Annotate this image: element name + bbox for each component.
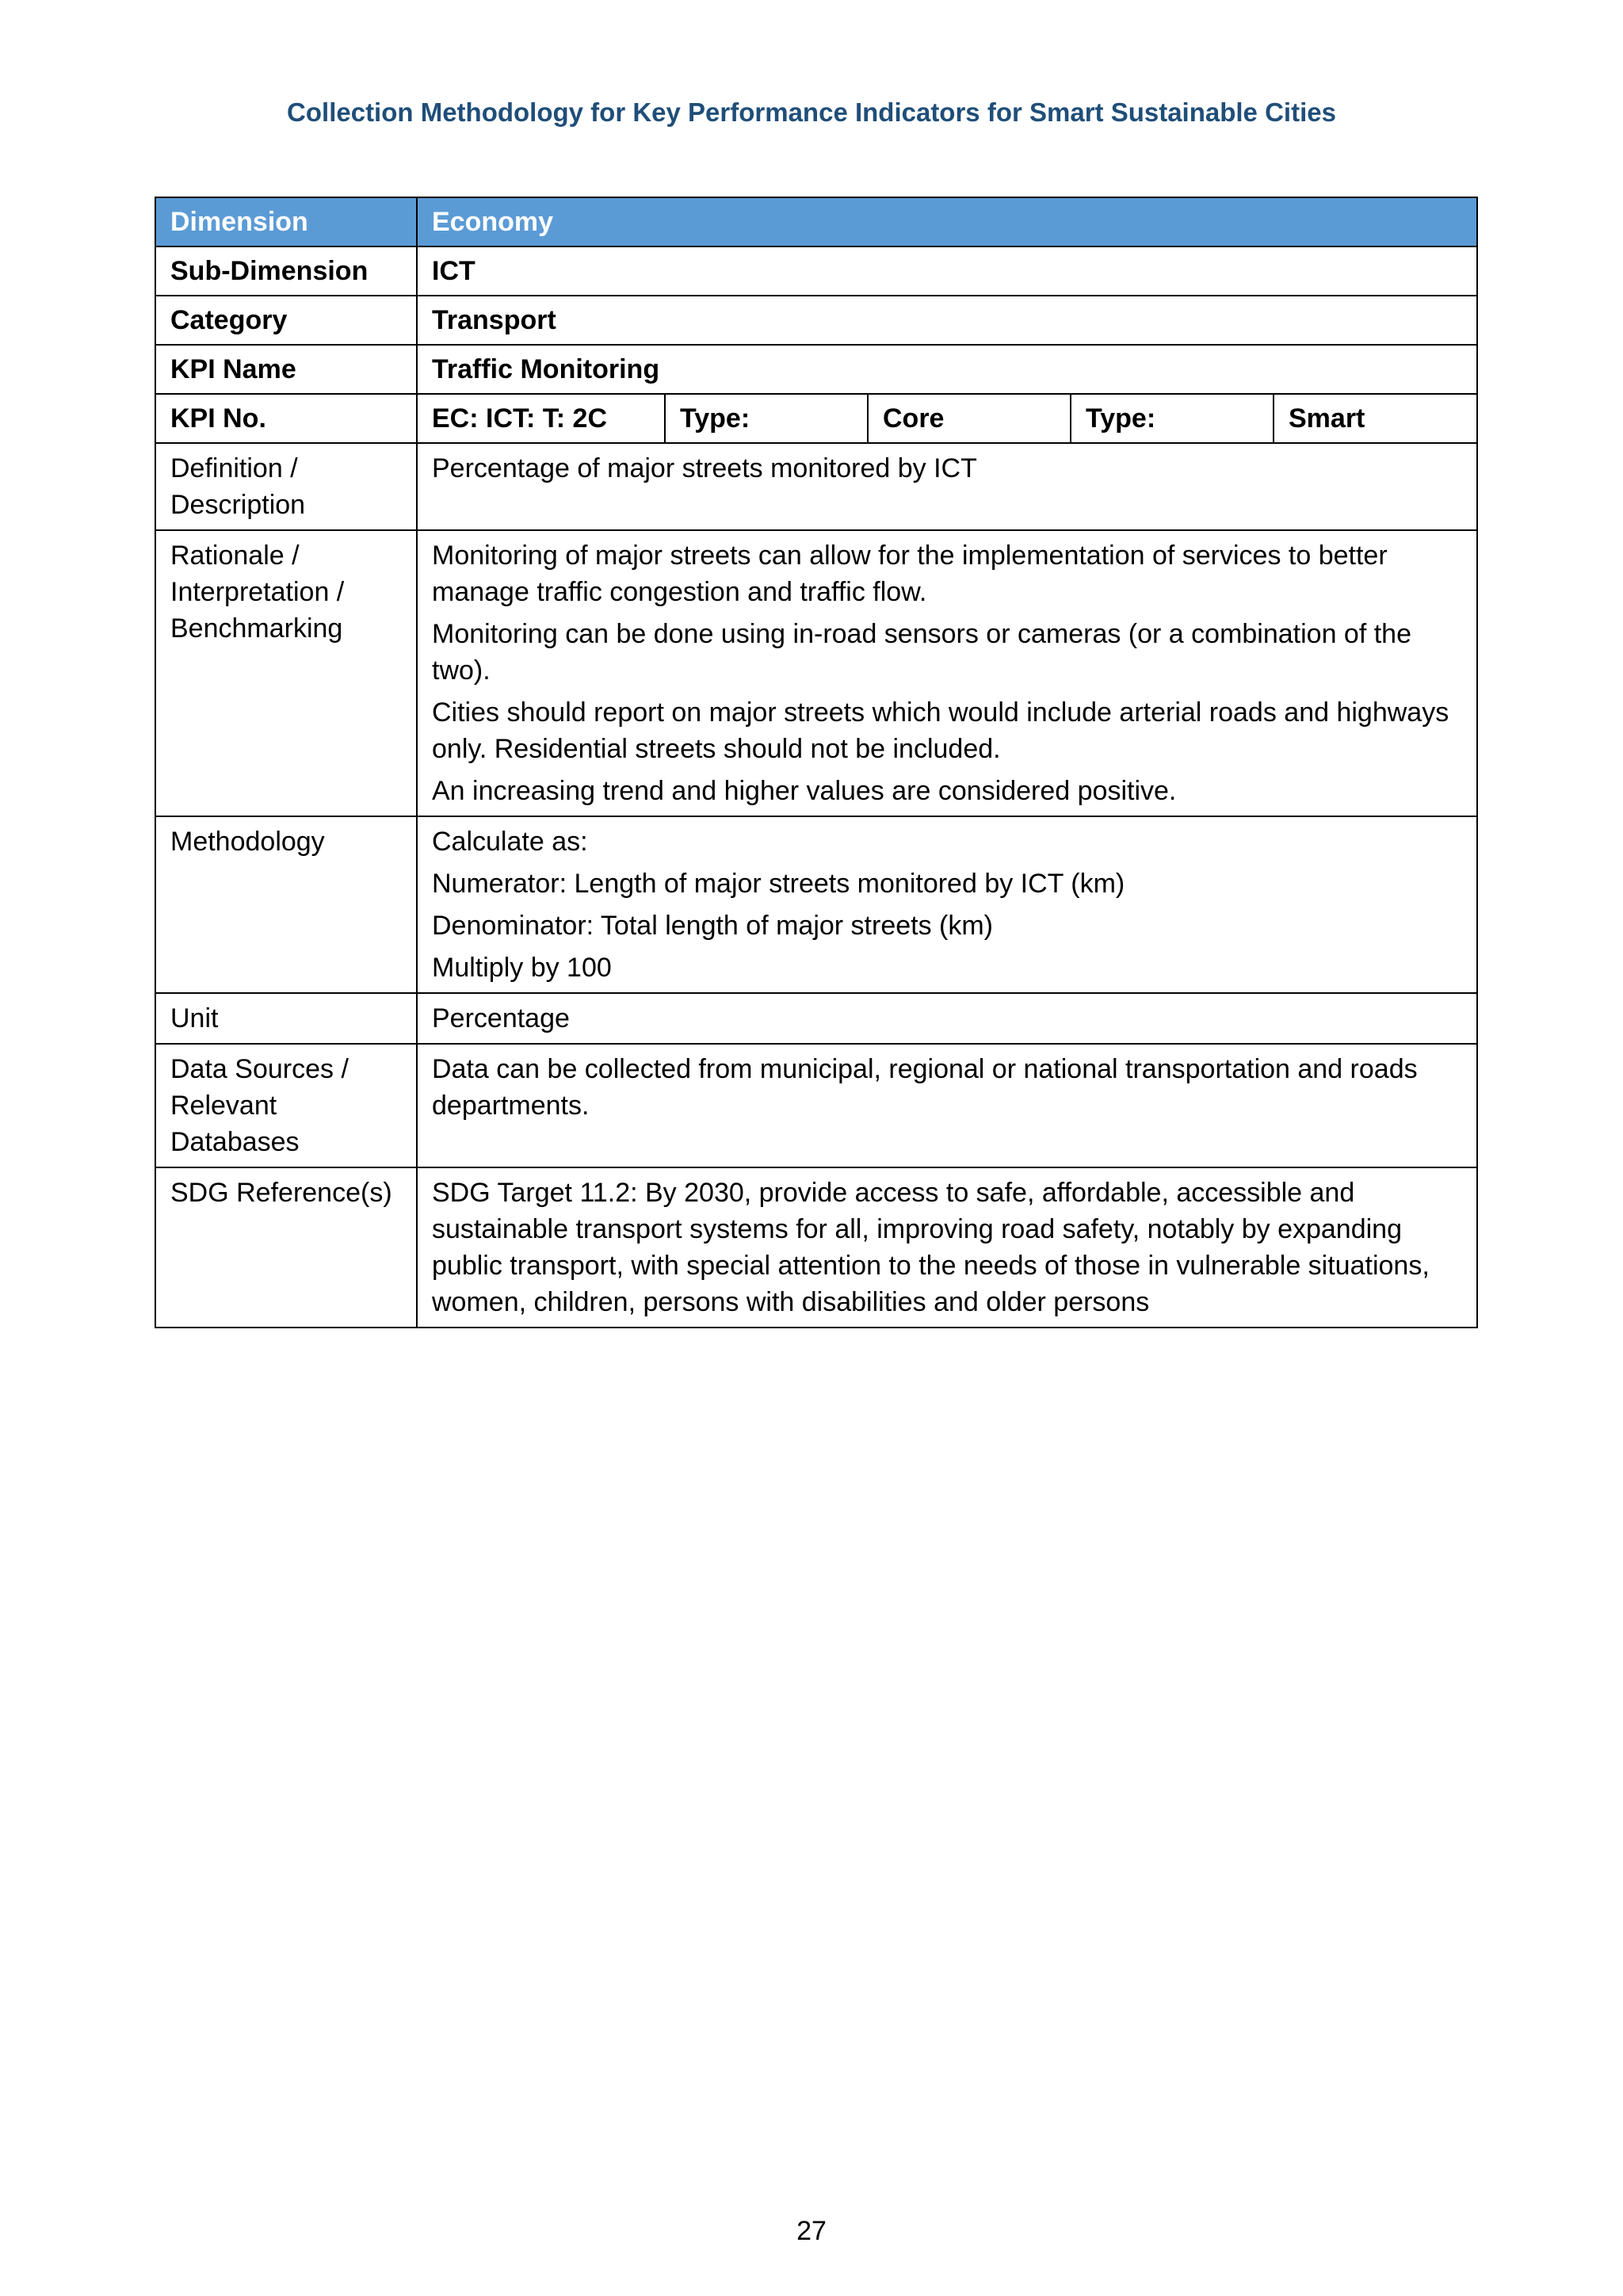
- sdg-reference-paragraph: SDG Target 11.2: By 2030, provide access to safe, affordable, accessible and sustainable transport systems for all, improving road safety, notably by expanding public transport, with special attention to the needs of those in vulnerable situations, women, children, persons with disabilities and older persons: [432, 1178, 1430, 1317]
- dimension-label: Dimension: [155, 197, 417, 246]
- kpi-name-label: KPI Name: [155, 345, 417, 394]
- rationale-paragraph: An increasing trend and higher values are considered positive.: [432, 776, 1177, 806]
- methodology-paragraph: Multiply by 100: [432, 953, 612, 983]
- dimension-row: [155, 197, 1477, 246]
- kpi-name-value: Traffic Monitoring: [417, 345, 1477, 394]
- data-sources-paragraph: Data can be collected from municipal, regional or national transportation and roads departments.: [432, 1054, 1418, 1121]
- category-row: [155, 296, 1477, 345]
- type-value-smart: Smart: [1274, 394, 1477, 443]
- rationale-value: [417, 530, 1477, 816]
- methodology-row: [155, 816, 1477, 993]
- methodology-paragraph: Numerator: Length of major streets monitored by ICT (km): [432, 869, 1125, 899]
- unit-value: Percentage: [417, 993, 1477, 1044]
- definition-value: [417, 443, 1477, 530]
- sdg-reference-value: [417, 1167, 1477, 1328]
- methodology-paragraph: Denominator: Total length of major streets (km): [432, 911, 993, 941]
- sub-dimension-row: [155, 246, 1477, 296]
- unit-row: [155, 993, 1477, 1044]
- unit-label: Unit: [155, 993, 417, 1044]
- rationale-paragraph: Monitoring of major streets can allow for the implementation of services to better manage traffic congestion and traffic flow.: [432, 541, 1388, 607]
- kpi-no-label: KPI No.: [155, 394, 417, 443]
- rationale-row: [155, 530, 1477, 816]
- definition-paragraph: Percentage of major streets monitored by ICT: [432, 453, 977, 483]
- rationale-paragraph: Cities should report on major streets which would include arterial roads and highways only. Residential streets should not be included.: [432, 697, 1449, 764]
- data-sources-row: [155, 1044, 1477, 1167]
- page-number: 27: [796, 2216, 827, 2246]
- kpi-name-row: [155, 345, 1477, 394]
- type-label-1: Type:: [665, 394, 868, 443]
- document-title: Collection Methodology for Key Performance Indicators for Smart Sustainable Cities: [287, 97, 1336, 127]
- sub-dimension-label: Sub-Dimension: [155, 246, 417, 296]
- kpi-table: [155, 197, 1478, 1328]
- category-value: Transport: [417, 296, 1477, 345]
- type-label-2: Type:: [1071, 394, 1274, 443]
- category-label: Category: [155, 296, 417, 345]
- dimension-value: Economy: [417, 197, 1477, 246]
- kpi-no-row: [155, 394, 1477, 443]
- sdg-reference-label: SDG Reference(s): [155, 1167, 417, 1328]
- sdg-reference-row: [155, 1167, 1477, 1328]
- definition-label: Definition / Description: [155, 443, 417, 530]
- definition-row: [155, 443, 1477, 530]
- data-sources-value: [417, 1044, 1477, 1167]
- rationale-label: Rationale / Interpretation / Benchmarking: [155, 530, 417, 816]
- data-sources-label: Data Sources / Relevant Databases: [155, 1044, 417, 1167]
- type-value-core: Core: [868, 394, 1071, 443]
- methodology-paragraph: Calculate as:: [432, 827, 588, 857]
- rationale-paragraph: Monitoring can be done using in-road sensors or cameras (or a combination of the two).: [432, 619, 1412, 686]
- methodology-value: [417, 816, 1477, 993]
- sub-dimension-value: ICT: [417, 246, 1477, 296]
- kpi-no-value: EC: ICT: T: 2C: [417, 394, 665, 443]
- methodology-label: Methodology: [155, 816, 417, 993]
